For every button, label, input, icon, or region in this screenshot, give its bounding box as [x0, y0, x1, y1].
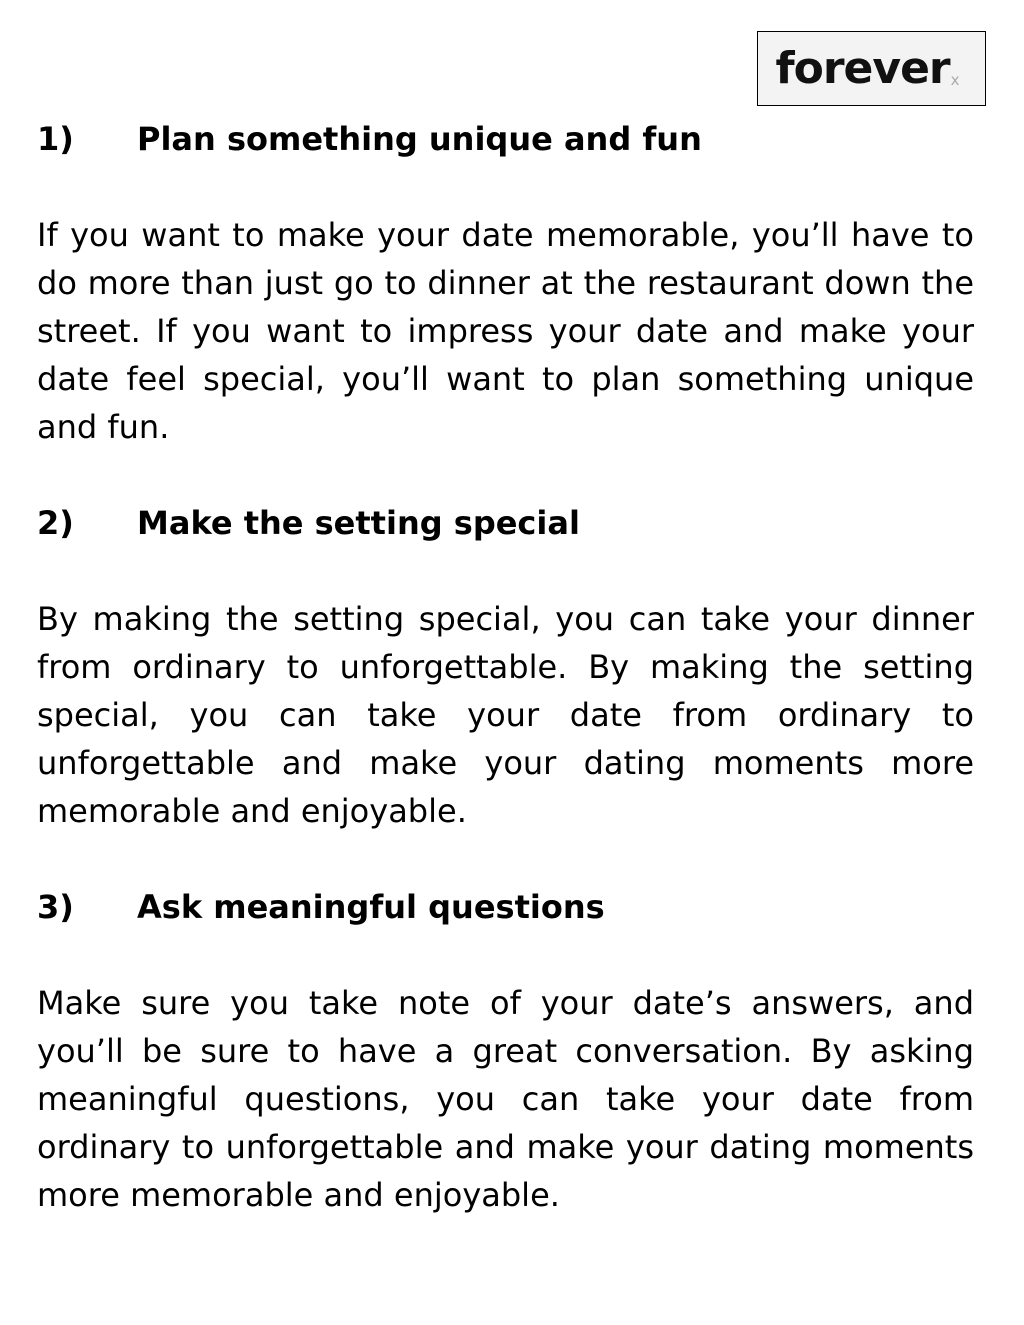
- section-paragraph-2: By making the setting special, you can take your dinner from ordinary to unforgettable. By making the setting special, you can take your date from ordinary to unforgettable and make your dating moments more memorable and enjoyable.: [37, 600, 974, 830]
- section-paragraph-3: Make sure you take note of your date’s answers, and you’ll be sure to have a great conversation. By asking meaningful questions, you can take your date from ordinary to unforgettable and make your dating moments more memorable and enjoyable.: [37, 984, 974, 1214]
- section-paragraph-1: If you want to make your date memorable, you’ll have to do more than just go to dinner at the restaurant down the street. If you want to impress your date and make your date feel special, you’ll want to plan something unique and fun.: [37, 216, 974, 446]
- logo-word: forever: [775, 42, 950, 94]
- section-heading-3: [37, 883, 974, 931]
- section-heading-2: [37, 499, 974, 547]
- section-title: Plan something unique and fun: [137, 120, 702, 158]
- section-title: Make the setting special: [137, 504, 580, 542]
- section-heading-1: [37, 115, 974, 163]
- forever-logo: [757, 31, 986, 106]
- section-number: 3): [37, 888, 74, 926]
- section-number: 1): [37, 120, 74, 158]
- section-title: Ask meaningful questions: [137, 888, 605, 926]
- section-number: 2): [37, 504, 74, 542]
- article-body: [37, 115, 974, 1267]
- logo-suffix: x: [950, 70, 960, 89]
